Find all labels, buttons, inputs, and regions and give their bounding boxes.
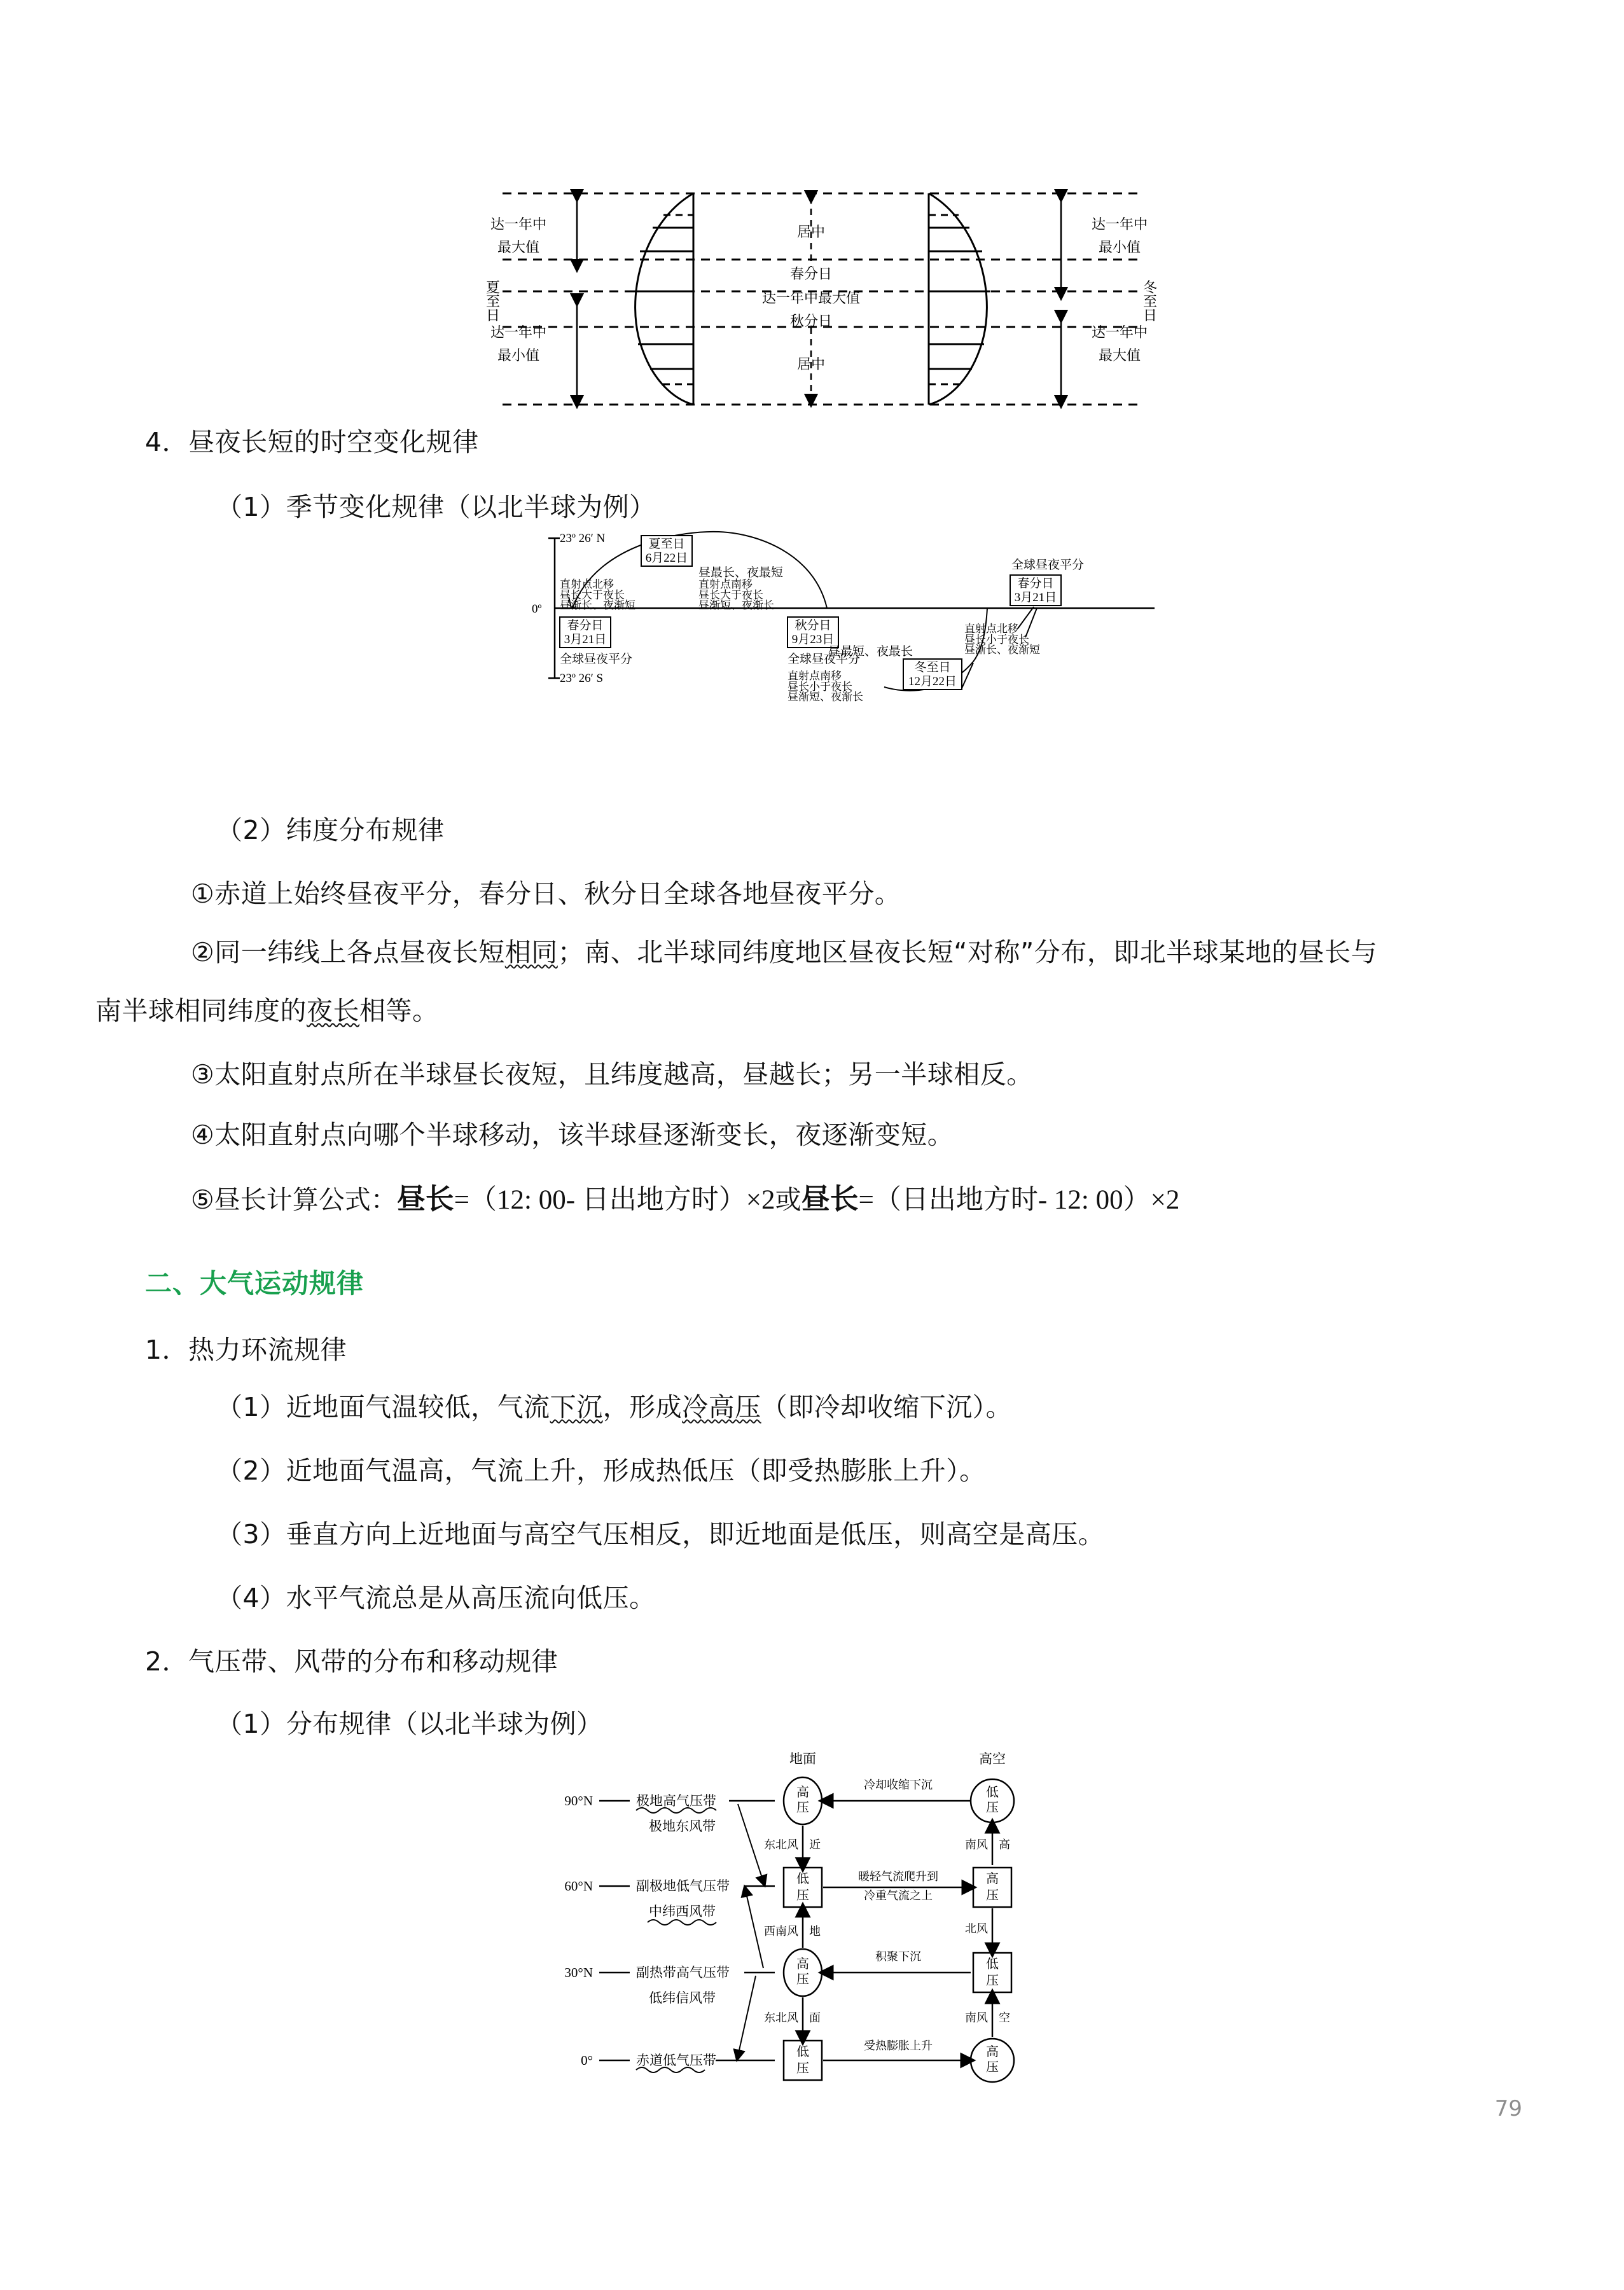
d3-upper-node-30 bbox=[973, 1953, 1011, 1992]
bullet-1: ①赤道上始终昼夜平分，春分日、秋分日全球各地昼夜平分。 bbox=[191, 878, 901, 909]
d3-upper-wind-2: 南风 bbox=[965, 2011, 988, 2024]
item-1-1-a: （1）近地面气温较低，气流 bbox=[216, 1392, 550, 1422]
pressure-belt-wind-belt-diagram bbox=[553, 1749, 1081, 2144]
d2-box1-line1: 春分日 bbox=[567, 619, 604, 632]
d3-un2-c1: 低 bbox=[986, 1957, 999, 1971]
d2-axis-top-label: 23º 26′ N bbox=[560, 532, 606, 545]
item-2-heading: 2．气压带、风带的分布和移动规律 bbox=[145, 1646, 559, 1677]
d1-center-mid-1: 春分日 bbox=[789, 266, 833, 282]
d2-ann-equinox-left: 全球昼夜平分 bbox=[560, 653, 633, 666]
d2-seg4-l2: 昼长小于夜长 bbox=[964, 634, 1029, 646]
d1-left-bottom-line1: 达一年中 bbox=[490, 324, 547, 340]
d1-right-bottom-line1: 达一年中 bbox=[1091, 324, 1148, 340]
d1-left-bottom-line2: 最小值 bbox=[497, 347, 540, 363]
item-1-4: （4）水平气流总是从高压流向低压。 bbox=[216, 1583, 656, 1613]
d3-pressure-belt-1: 副极地低气压带 bbox=[636, 1878, 730, 1894]
d2-box4-line2: 3月21日 bbox=[1014, 591, 1057, 604]
d2-box2-line1: 秋分日 bbox=[795, 619, 831, 632]
d3-lat-1: 60°N bbox=[564, 1878, 593, 1894]
formula-2-label: 昼长 bbox=[801, 1182, 859, 1216]
item-1-2: （2）近地面气温高，气流上升，形成热低压（即受热膨胀上升）。 bbox=[216, 1455, 986, 1486]
d2-seg2-l2: 昼长大于夜长 bbox=[698, 589, 763, 601]
d3-belt-row-60 bbox=[564, 1878, 775, 1925]
d2-seg1-l1: 直射点北移 bbox=[560, 578, 614, 590]
d2-seg4-l3: 昼渐长、夜渐短 bbox=[964, 644, 1040, 656]
bullet-2-l2-b: 相等。 bbox=[359, 996, 439, 1026]
d2-box3-line2: 12月22日 bbox=[908, 675, 957, 688]
d3-flow-0: 冷却收缩下沉 bbox=[864, 1779, 933, 1791]
d2-seg2-l1: 直射点南移 bbox=[698, 578, 753, 590]
d3-lat-0: 90°N bbox=[564, 1793, 593, 1808]
item-1-1 bbox=[216, 1390, 1012, 1425]
d1-center-mid-3: 秋分日 bbox=[789, 313, 833, 329]
d3-un2-c2: 压 bbox=[986, 1974, 999, 1988]
formula-1-label: 昼长 bbox=[396, 1182, 454, 1216]
page-number: 79 bbox=[1494, 2096, 1522, 2121]
d2-box4-line1: 春分日 bbox=[1017, 577, 1054, 590]
d3-lat-2: 30°N bbox=[564, 1965, 593, 1980]
d3-surface-side-0: 近 bbox=[809, 1838, 821, 1851]
d3-upper-node-0 bbox=[971, 2039, 1014, 2082]
bullet-2-part-a: ②同一纬线上各点昼夜长短 bbox=[191, 937, 505, 968]
d1-right-bottom-line2: 最大值 bbox=[1098, 347, 1141, 363]
d3-surface-node-90 bbox=[784, 1777, 822, 1824]
d3-belt-row-90 bbox=[564, 1793, 775, 1834]
d3-sn0-c2: 压 bbox=[796, 1801, 809, 1815]
d3-upper-wind-1: 北风 bbox=[965, 1922, 988, 1935]
d1-left-top-line1: 达一年中 bbox=[490, 216, 547, 232]
section-2-heading: 二、大气运动规律 bbox=[145, 1268, 364, 1299]
day-night-variation-diagram bbox=[483, 184, 1158, 413]
d3-surface-node-30 bbox=[784, 1949, 822, 1996]
d1-center-mid-2: 达一年中最大值 bbox=[761, 290, 861, 306]
d3-sn1-c1: 低 bbox=[796, 1872, 809, 1886]
d3-wind-belt-1: 中纬西风带 bbox=[649, 1904, 716, 1919]
d3-surface-wind-1: 西南风 bbox=[764, 1925, 798, 1938]
bullet-3: ③太阳直射点所在半球昼长夜短，且纬度越高，昼越长；另一半球相反。 bbox=[191, 1059, 1033, 1090]
d3-surface-side-1: 地 bbox=[809, 1925, 821, 1938]
d2-box1-line2: 3月21日 bbox=[564, 633, 607, 646]
d3-upper-wind-0: 南风 bbox=[965, 1838, 988, 1851]
d3-un3-c2: 压 bbox=[986, 2060, 999, 2074]
bullet-2-line-2 bbox=[95, 994, 439, 1029]
d2-seg4-l1: 直射点北移 bbox=[964, 623, 1018, 635]
d2-box0-line1: 夏至日 bbox=[648, 538, 685, 551]
d2-axis-bottom-label: 23º 26′ S bbox=[560, 672, 604, 685]
item-4-2-heading: （2）纬度分布规律 bbox=[216, 815, 445, 845]
d2-seg2-l3: 昼渐短、夜渐长 bbox=[698, 599, 774, 611]
d3-un3-c1: 高 bbox=[986, 2045, 999, 2059]
item-1-3: （3）垂直方向上近地面与高空气压相反，即近地面是低压，则高空是高压。 bbox=[216, 1519, 1105, 1550]
item-1-1-wavy-1: 下沉 bbox=[550, 1392, 603, 1422]
item-1-1-wavy-2: 冷高压 bbox=[682, 1392, 761, 1422]
d3-sn2-c2: 压 bbox=[796, 1973, 809, 1987]
item-1-1-b: ，形成 bbox=[602, 1392, 683, 1422]
d3-surface-node-60 bbox=[784, 1868, 822, 1907]
d3-wind-belt-0: 极地东风带 bbox=[649, 1819, 716, 1834]
bullet-2-line-1 bbox=[191, 935, 1377, 970]
bullet-2-l2-a: 南半球相同纬度的 bbox=[95, 996, 307, 1026]
item-4-1-heading: （1）季节变化规律（以北半球为例） bbox=[216, 492, 656, 522]
d3-belt-row-30 bbox=[564, 1965, 775, 2006]
d1-left-axis-label: 夏至日 bbox=[484, 280, 501, 322]
d3-upper-side-2: 空 bbox=[999, 2011, 1010, 2024]
bullet-5 bbox=[191, 1180, 1179, 1219]
d3-flow-3: 受热膨胀上升 bbox=[864, 2039, 933, 2052]
d2-seg1-l2: 昼长大于夜长 bbox=[560, 589, 625, 601]
d2-ann-equinox-right: 全球昼夜平分 bbox=[1011, 559, 1085, 572]
d2-seg3-l3: 昼渐短、夜渐长 bbox=[788, 691, 863, 703]
item-4-heading: 4．昼夜长短的时空变化规律 bbox=[145, 427, 479, 457]
d2-ann-winter-trough: 昼最短、夜最长 bbox=[828, 645, 913, 658]
d2-box-winter-solstice bbox=[903, 659, 962, 690]
bullet-2-wavy: 相同 bbox=[504, 937, 558, 968]
d2-axis-zero-label: 0º bbox=[532, 602, 542, 616]
item-1-1-c: （即冷却收缩下沉）。 bbox=[761, 1392, 1013, 1422]
formula-or: 或 bbox=[775, 1184, 802, 1215]
d3-surface-header: 地面 bbox=[789, 1751, 816, 1766]
d3-pressure-belt-3: 赤道低气压带 bbox=[636, 2053, 716, 2068]
d3-flow-1b: 冷重气流之上 bbox=[864, 1889, 933, 1902]
d3-sn3-c2: 压 bbox=[796, 2062, 809, 2076]
d2-seg3-l2: 昼长小于夜长 bbox=[788, 681, 852, 693]
d2-box2-line2: 9月23日 bbox=[791, 633, 835, 646]
d2-box-autumn-equinox bbox=[788, 617, 838, 648]
d3-belt-row-0 bbox=[581, 2053, 775, 2072]
bullet-2-part-b: ；南、北半球同纬度地区昼夜长短“对称”分布，即北半球某地的昼长与 bbox=[557, 937, 1378, 968]
item-1-heading: 1．热力环流规律 bbox=[145, 1335, 347, 1365]
d1-right-axis-label: 冬至日 bbox=[1141, 280, 1158, 322]
d3-upper-node-90 bbox=[971, 1779, 1014, 1822]
d3-sn0-c1: 高 bbox=[796, 1786, 809, 1800]
formula-2-body: =（日出地方时- 12: 00）×2 bbox=[858, 1185, 1180, 1215]
d3-surface-side-2: 面 bbox=[809, 2011, 821, 2024]
d3-flow-2: 积聚下沉 bbox=[875, 1950, 921, 1963]
d3-upper-side-0: 高 bbox=[999, 1838, 1010, 1851]
d3-un1-c2: 压 bbox=[986, 1889, 999, 1903]
d3-un0-c1: 低 bbox=[986, 1786, 999, 1800]
d1-right-top-line2: 最小值 bbox=[1098, 239, 1141, 255]
d2-ann-summer-peak: 昼最长、夜最短 bbox=[698, 566, 784, 579]
d3-upper-node-60 bbox=[973, 1868, 1011, 1907]
d2-seg1-l3: 昼渐长、夜渐短 bbox=[560, 599, 635, 611]
d2-box-spring-equinox-left bbox=[560, 617, 611, 648]
d2-ann-equinox-mid: 全球昼夜平分 bbox=[788, 653, 861, 666]
d3-wind-belt-2: 低纬信风带 bbox=[649, 1990, 716, 2006]
d1-center-bottom: 居中 bbox=[796, 356, 826, 372]
d3-un1-c1: 高 bbox=[986, 1872, 999, 1886]
d1-left-top-line2: 最大值 bbox=[497, 239, 540, 255]
d3-surface-wind-0: 东北风 bbox=[764, 1838, 798, 1851]
d3-surface-node-0 bbox=[784, 2041, 822, 2080]
d3-sn3-c1: 低 bbox=[796, 2045, 809, 2059]
d3-un0-c2: 压 bbox=[986, 1801, 999, 1815]
d2-box-spring-equinox-right bbox=[1010, 575, 1061, 606]
d2-box0-line2: 6月22日 bbox=[645, 552, 688, 565]
d2-box-summer-solstice bbox=[641, 536, 692, 566]
d3-pressure-belt-0: 极地高气压带 bbox=[636, 1793, 716, 1808]
d2-box3-line1: 冬至日 bbox=[914, 661, 951, 674]
solar-declination-seasonal-diagram bbox=[528, 528, 1164, 776]
bullet-4: ④太阳直射点向哪个半球移动，该半球昼逐渐变长，夜逐渐变短。 bbox=[191, 1120, 954, 1150]
d3-upper-header: 高空 bbox=[979, 1751, 1006, 1766]
item-2-1: （1）分布规律（以北半球为例） bbox=[216, 1709, 603, 1739]
bullet-5-prefix: ⑤昼长计算公式： bbox=[191, 1184, 397, 1215]
bullet-2-l2-wavy: 夜长 bbox=[307, 996, 359, 1026]
d2-seg3-l1: 直射点南移 bbox=[788, 670, 842, 682]
d3-sn2-c1: 高 bbox=[796, 1957, 809, 1971]
d3-lat-3: 0° bbox=[581, 2053, 593, 2068]
d3-surface-wind-2: 东北风 bbox=[764, 2011, 798, 2024]
formula-1-body: =（12: 00- 日出地方时）×2 bbox=[454, 1185, 775, 1215]
d3-pressure-belt-2: 副热带高气压带 bbox=[636, 1965, 730, 1980]
d1-right-top-line1: 达一年中 bbox=[1091, 216, 1148, 232]
d1-center-top: 居中 bbox=[796, 224, 826, 240]
d3-sn1-c2: 压 bbox=[796, 1889, 809, 1903]
d3-flow-1a: 暖轻气流爬升到 bbox=[858, 1870, 938, 1883]
